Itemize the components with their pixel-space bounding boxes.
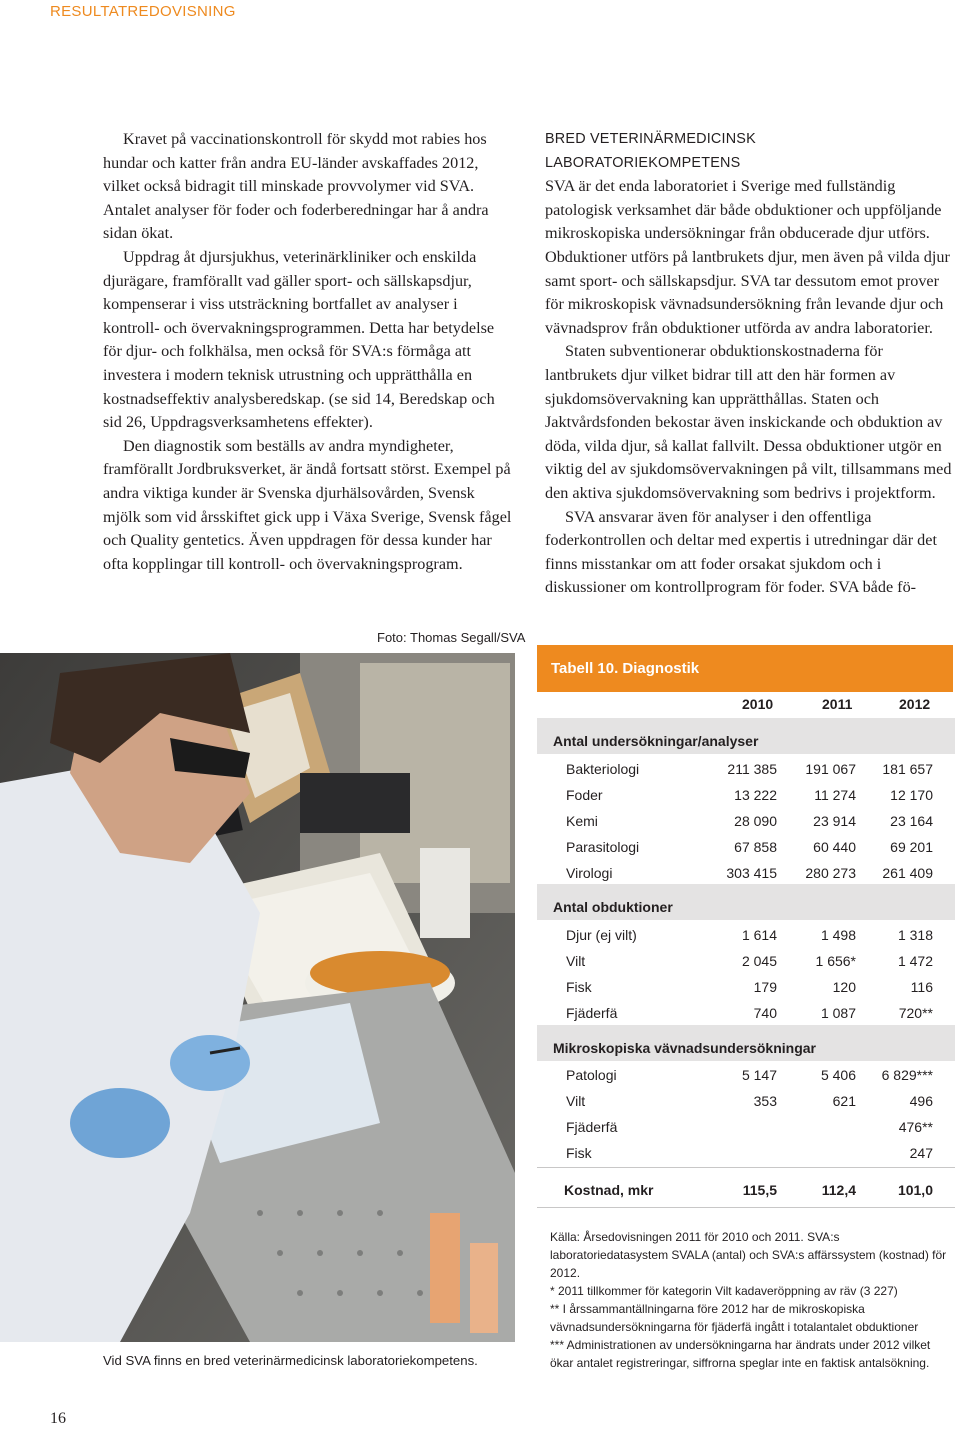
row-label: Bakteriologi <box>566 761 640 777</box>
row-label: Fisk <box>566 1145 592 1161</box>
cell-2011: 5 406 <box>820 1067 856 1083</box>
row-label: Vilt <box>566 953 586 969</box>
paragraph: SVA är det enda laboratoriet i Sverige med fullständig patologisk verksamhet där både obduktioner och uppföljande mikroskopiska undersökningar från obducerade djur utförs. Obduktioner utförs på lantbrukets djur, men även på vilda djur samt sport- och sällskapsdjur. SVA tar dessutom emot prover för mikroskopisk vävnadsundersökning från levande djur och vävnadsprov från obduktioner utförda av andra laboratorier. <box>545 177 950 337</box>
row-label: Vilt <box>566 1093 586 1109</box>
table-row <box>537 787 955 813</box>
table-total-row <box>537 1182 955 1208</box>
page-number: 16 <box>50 1410 66 1427</box>
row-label: Parasitologi <box>566 839 640 855</box>
table-row <box>537 813 955 839</box>
source-note: *** Administrationen av undersökningarna har ändrats under 2012 vilket ökar antalet registreringar, siffrorna speglar inte en faktisk antalsökning. <box>550 1338 931 1370</box>
cell-2010: 179 <box>753 979 777 995</box>
cell-2010: 28 090 <box>734 813 777 829</box>
row-label: Kemi <box>566 813 598 829</box>
cell-2012: 720** <box>898 1005 933 1021</box>
cell-2012: 69 201 <box>890 839 933 855</box>
row-label: Patologi <box>566 1067 617 1083</box>
table-row <box>537 979 955 1005</box>
row-label: Foder <box>566 787 603 803</box>
cell-2011: 60 440 <box>813 839 856 855</box>
right-text-column <box>545 128 955 600</box>
year-header: 2011 <box>822 696 853 712</box>
row-label: Fjäderfä <box>566 1005 618 1021</box>
cell-2012: 101,0 <box>897 1182 933 1198</box>
source-note: ** I årssammantällningarna före 2012 har de mikroskopiska vävnadsundersökningarna för fjäderfä ingått i totalantalet obduktioner <box>550 1302 919 1334</box>
cell-2010: 115,5 <box>742 1182 777 1198</box>
table-row <box>537 953 955 979</box>
cell-2012: 496 <box>909 1093 933 1109</box>
paragraph: Staten subventionerar obduktionskostnaderna för lantbrukets djur vilket bidrar till att den här formen av sjukdomsövervakning kan upprätthållas. Staten och Jaktvårdsfonden bekostar även inskickande och obduktion av döda, vilda djur, så kallat fallvilt. Dessa obduktioner utgör en viktig del av sjukdomsövervakningen på vilt, tillsammans med den aktiva sjukdomsövervakning som bedrivs i projektform. <box>545 342 952 502</box>
cell-2012: 1 472 <box>897 953 933 969</box>
paragraph: Kravet på vaccinationskontroll för skydd mot rabies hos hundar och katter från andra EU-länder avskaffades 2012, vilket också bidragit till minskade provvolymer vid SVA. Antalet analyser för foder och foderberedningar har å andra sidan ökat. <box>103 130 489 243</box>
table-section-heading: Antal obduktioner <box>537 884 955 920</box>
table-source-notes <box>550 1228 950 1372</box>
photo-caption: Vid SVA finns en bred veterinärmedicinsk laboratoriekompetens. <box>103 1353 478 1368</box>
cell-2012: 116 <box>910 979 933 995</box>
section-heading: BRED VETERINÄRMEDICINSK LABORATORIEKOMPETENS <box>545 131 756 171</box>
cell-2012: 261 409 <box>882 865 933 881</box>
section-header: RESULTATREDOVISNING <box>50 3 236 20</box>
cell-2011: 23 914 <box>813 813 856 829</box>
source-note: * 2011 tillkommer för kategorin Vilt kadaveröppning av räv (3 227) <box>550 1284 898 1298</box>
table-row <box>537 1093 955 1119</box>
row-label: Kostnad, mkr <box>564 1182 654 1198</box>
cell-2010: 211 385 <box>727 761 777 777</box>
cell-2012: 1 318 <box>897 927 933 943</box>
cell-2012: 181 657 <box>882 761 933 777</box>
cell-2011: 1 087 <box>820 1005 856 1021</box>
row-label: Fisk <box>566 979 592 995</box>
cell-2012: 12 170 <box>890 787 933 803</box>
paragraph: Den diagnostik som beställs av andra myndigheter, framförallt Jordbruksverket, är ändå fortsatt störst. Exempel på andra viktiga kunder är Svenska djurhälsovården, Svensk mjölk som vid årsskiftet gick upp i Växa Sverige, Svensk fågel och Quality gentetics. Även uppdragen för dessa kunder har ofta kopplingar till kontroll- och övervakningsprogram. <box>103 436 512 573</box>
cell-2011: 1 656* <box>815 953 856 969</box>
cell-2011: 120 <box>832 979 856 995</box>
table-row <box>537 1119 955 1145</box>
table-title: Tabell 10. Diagnostik <box>537 645 953 692</box>
cell-2010: 13 222 <box>734 787 777 803</box>
row-label: Fjäderfä <box>566 1119 618 1135</box>
cell-2010: 303 415 <box>726 865 777 881</box>
source-note: Källa: Årsedovisningen 2011 för 2010 och 2011. SVA:s laboratoriedatasystem SVALA (antal) och SVA:s affärssystem (kostnad) för 2012. <box>550 1230 947 1280</box>
paragraph: Uppdrag åt djursjukhus, veterinärkliniker och enskilda djurägare, framförallt vad gäller sport- och sällskapsdjur, kompenserar i viss utsträckning bortfallet av analyser i kontroll- och övervakningsprogrammen. Detta har betydelse för djur- och folkhälsa, men också för SVA:s förmåga att investera i modern teknisk utrustning och upprätthålla en kostnadseffektiv analysberedskap. (se sid 14, Beredskap och sid 26, Uppdragsverksamhetens effekter). <box>103 247 495 432</box>
paragraph: SVA ansvarar även för analyser i den offentliga foderkontrollen och deltar med expertis i utredningar där det finns misstankar om att foder orsakat sjukdom och i diskussioner om kontrollprogram för foder. SVA både fö- <box>545 507 937 597</box>
cell-2010: 5 147 <box>741 1067 777 1083</box>
cell-2011: 191 067 <box>805 761 856 777</box>
cell-2010: 740 <box>753 1005 777 1021</box>
cell-2011: 11 274 <box>814 787 856 803</box>
cell-2010: 353 <box>753 1093 777 1109</box>
table-row <box>537 927 955 953</box>
cell-2011: 621 <box>832 1093 856 1109</box>
table-divider <box>537 1207 955 1208</box>
year-header: 2012 <box>899 696 931 712</box>
photo-credit: Foto: Thomas Segall/SVA <box>377 630 526 645</box>
lab-photo <box>0 653 515 1342</box>
table-row <box>537 761 955 787</box>
table-section-heading: Antal undersökningar/analyser <box>537 718 955 754</box>
cell-2012: 476** <box>898 1119 933 1135</box>
row-label: Virologi <box>566 865 613 881</box>
table-divider <box>537 1167 955 1168</box>
cell-2012: 23 164 <box>890 813 933 829</box>
table-row <box>537 839 955 865</box>
table-row <box>537 1067 955 1093</box>
cell-2012: 6 829*** <box>881 1067 933 1083</box>
cell-2010: 2 045 <box>741 953 777 969</box>
cell-2011: 1 498 <box>820 927 856 943</box>
cell-2011: 112,4 <box>821 1182 856 1198</box>
lab-photo-illustration <box>0 653 515 1342</box>
cell-2012: 247 <box>909 1145 933 1161</box>
cell-2010: 1 614 <box>741 927 777 943</box>
cell-2010: 67 858 <box>734 839 777 855</box>
year-header: 2010 <box>742 696 774 712</box>
table-section-heading: Mikroskopiska vävnadsundersökningar <box>537 1025 955 1061</box>
cell-2011: 280 273 <box>805 865 856 881</box>
left-text-column <box>103 128 515 576</box>
row-label: Djur (ej vilt) <box>566 927 637 943</box>
